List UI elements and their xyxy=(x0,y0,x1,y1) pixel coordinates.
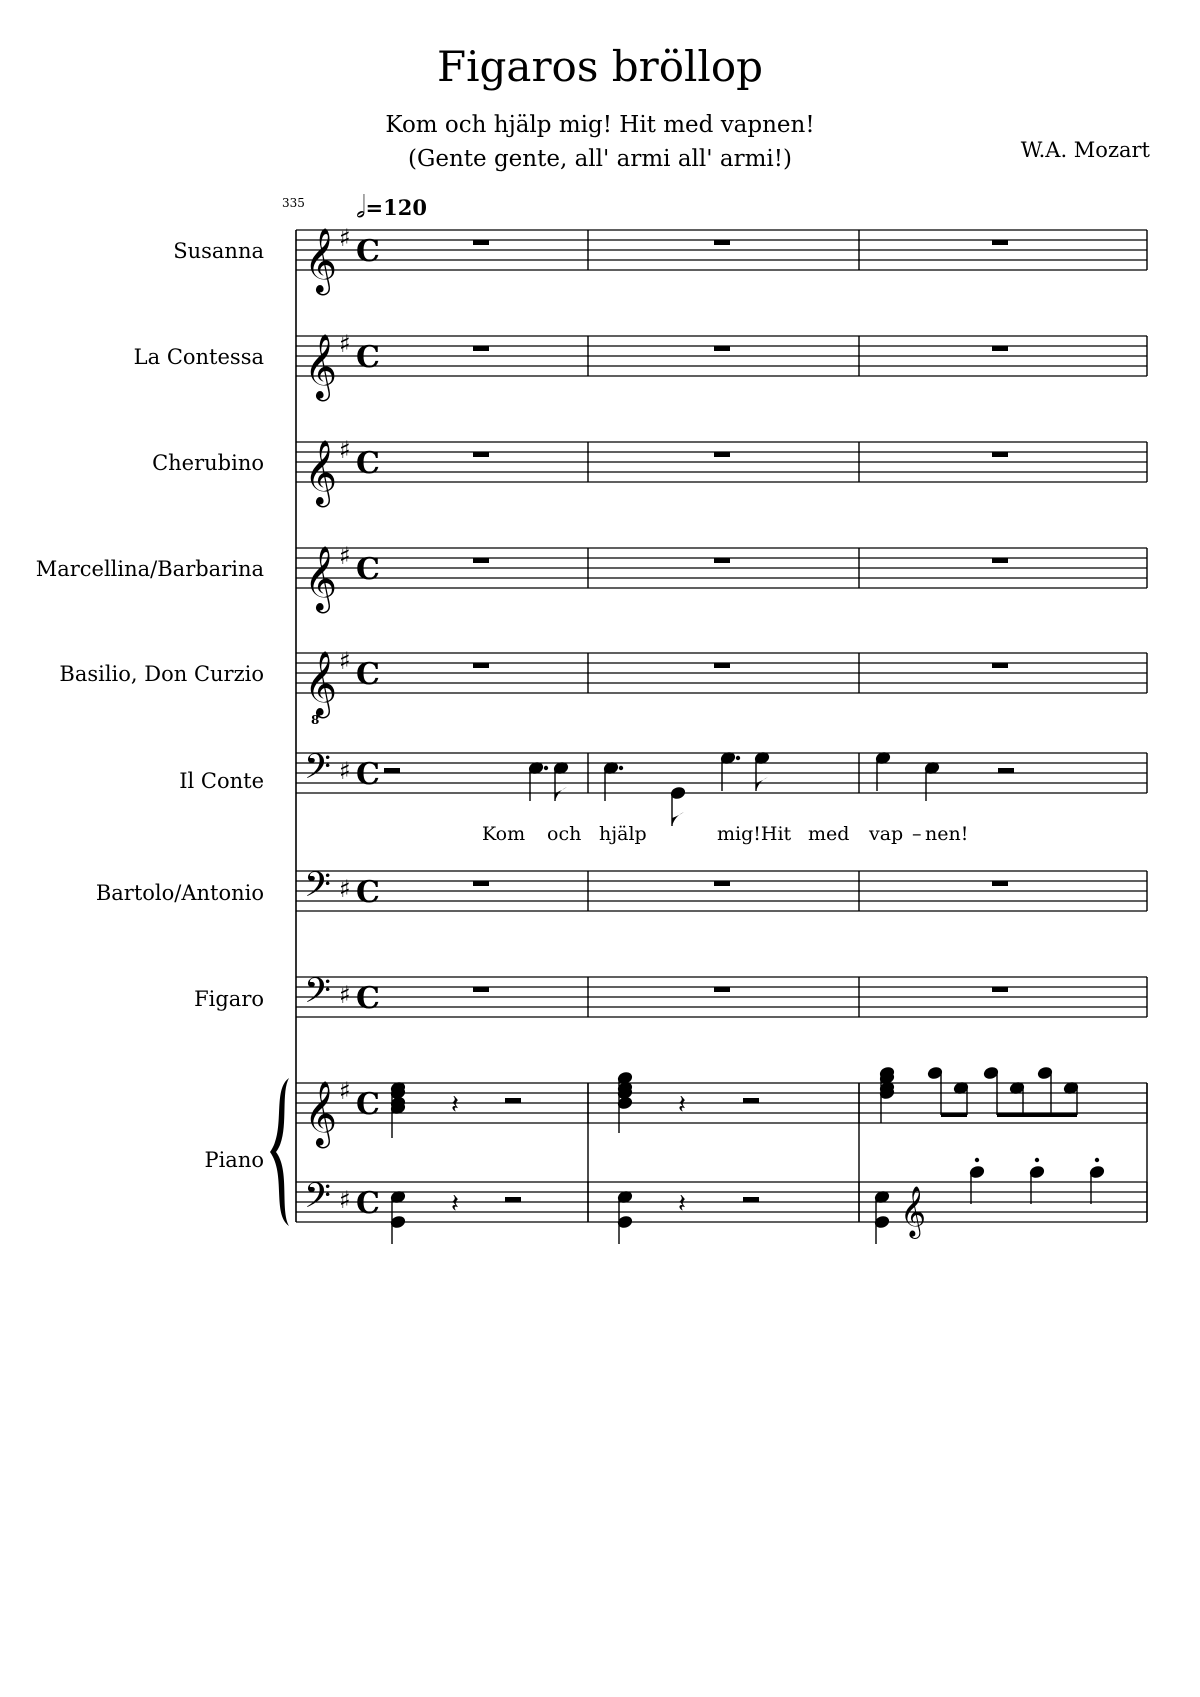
whole-rest xyxy=(714,452,730,457)
whole-rest xyxy=(473,240,489,245)
common-time-icon: C xyxy=(356,446,380,481)
treble-clef-icon: 𝄞 xyxy=(304,651,338,716)
part-label-il-conte: Il Conte xyxy=(179,769,264,793)
whole-rest xyxy=(714,987,730,992)
whole-rest xyxy=(714,663,730,668)
whole-rest xyxy=(714,346,730,351)
lyric-hyphen: – xyxy=(912,823,922,845)
whole-rest xyxy=(473,346,489,351)
augmentation-dot xyxy=(1035,1158,1039,1162)
key-sharp-icon: ♯ xyxy=(339,1186,351,1214)
treble-clef-icon: 𝄞 xyxy=(304,440,338,505)
half-rest xyxy=(384,768,400,773)
key-sharp-icon: ♯ xyxy=(339,757,351,785)
half-note-icon: 𝅗𝅥 xyxy=(356,190,366,225)
augmentation-dot xyxy=(619,766,623,770)
common-time-icon: C xyxy=(356,234,380,269)
treble-clef-icon: 𝄞 xyxy=(304,334,338,399)
quarter-rest-icon: 𝄽 xyxy=(451,1189,459,1219)
key-sharp-icon: ♯ xyxy=(339,981,351,1009)
quarter-rest-icon: 𝄽 xyxy=(678,1090,686,1120)
common-time-icon: C xyxy=(356,340,380,375)
part-label-basilio: Basilio, Don Curzio xyxy=(59,662,264,686)
key-sharp-icon: ♯ xyxy=(339,1077,351,1105)
eighth-flag xyxy=(555,787,567,801)
whole-rest xyxy=(992,346,1008,351)
part-label-bartolo: Bartolo/Antonio xyxy=(95,881,264,905)
whole-rest xyxy=(992,452,1008,457)
bass-clef-icon: 𝄢 xyxy=(304,970,332,1019)
eighth-flag xyxy=(756,777,768,791)
part-label-cherubino: Cherubino xyxy=(152,451,264,475)
treble-clef-icon: 𝄞 xyxy=(304,228,338,293)
common-time-icon: C xyxy=(356,657,380,692)
tempo-value: =120 xyxy=(365,195,427,220)
bass-clef-icon: 𝄢 xyxy=(304,746,332,795)
key-sharp-icon: ♯ xyxy=(339,436,351,464)
augmentation-dot xyxy=(1095,1158,1099,1162)
common-time-icon: C xyxy=(356,1186,380,1221)
lyric-syllable: med xyxy=(808,823,850,845)
part-label-susanna: Susanna xyxy=(173,239,264,263)
common-time-icon: C xyxy=(356,875,380,910)
half-rest xyxy=(743,1197,759,1202)
whole-rest xyxy=(992,987,1008,992)
beam xyxy=(941,1113,967,1117)
treble-clef-icon: 𝄞 xyxy=(304,546,338,611)
lyric-syllable: hjälp xyxy=(599,823,647,845)
treble-clef-change-icon: 𝄞 xyxy=(900,1186,927,1237)
octave-8-marker: 8 xyxy=(311,713,320,727)
whole-rest xyxy=(992,558,1008,563)
whole-rest xyxy=(473,452,489,457)
score-subtitle-line1: Kom och hjälp mig! Hit med vapnen! xyxy=(385,112,815,138)
whole-rest xyxy=(473,663,489,668)
lyric-syllable: mig!Hit xyxy=(717,823,792,845)
whole-rest xyxy=(473,881,489,886)
score-subtitle-line2: (Gente gente, all' armi all' armi!) xyxy=(408,146,792,172)
whole-rest xyxy=(473,987,489,992)
lyric-syllable: Kom xyxy=(482,823,526,845)
common-time-icon: C xyxy=(356,757,380,792)
key-sharp-icon: ♯ xyxy=(339,875,351,903)
piano-brace xyxy=(270,1078,289,1226)
lyric-syllable: nen! xyxy=(925,823,969,845)
beam xyxy=(997,1113,1077,1117)
augmentation-dot xyxy=(736,756,740,760)
whole-rest xyxy=(714,240,730,245)
part-label-figaro: Figaro xyxy=(194,987,264,1011)
bass-clef-icon: 𝄢 xyxy=(304,1175,332,1224)
key-sharp-icon: ♯ xyxy=(339,330,351,358)
whole-rest xyxy=(473,558,489,563)
whole-rest xyxy=(992,881,1008,886)
whole-rest xyxy=(992,663,1008,668)
whole-rest xyxy=(992,240,1008,245)
augmentation-dot xyxy=(975,1158,979,1162)
composer-name: W.A. Mozart xyxy=(1020,138,1150,162)
bass-clef-icon: 𝄢 xyxy=(304,864,332,913)
quarter-rest-icon: 𝄽 xyxy=(451,1090,459,1120)
quarter-rest-icon: 𝄽 xyxy=(678,1189,686,1219)
score-title: Figaros bröllop xyxy=(436,42,764,91)
key-sharp-icon: ♯ xyxy=(339,647,351,675)
common-time-icon: C xyxy=(356,981,380,1016)
whole-rest xyxy=(714,881,730,886)
measure-number: 335 xyxy=(282,196,305,210)
whole-rest xyxy=(714,558,730,563)
part-label-marcellina: Marcellina/Barbarina xyxy=(35,557,264,581)
key-sharp-icon: ♯ xyxy=(339,542,351,570)
augmentation-dot xyxy=(544,766,548,770)
part-label-piano: Piano xyxy=(204,1148,264,1172)
half-rest xyxy=(505,1098,521,1103)
key-sharp-icon: ♯ xyxy=(339,224,351,252)
lyric-syllable: vap xyxy=(869,823,904,845)
treble-clef-icon: 𝄞 xyxy=(304,1081,338,1146)
half-rest xyxy=(505,1197,521,1202)
half-rest xyxy=(743,1098,759,1103)
lyric-syllable: och xyxy=(547,823,582,845)
common-time-icon: C xyxy=(356,1087,380,1122)
common-time-icon: C xyxy=(356,552,380,587)
half-rest xyxy=(998,768,1014,773)
part-label-la-contessa: La Contessa xyxy=(133,345,264,369)
eighth-flag xyxy=(672,812,684,826)
